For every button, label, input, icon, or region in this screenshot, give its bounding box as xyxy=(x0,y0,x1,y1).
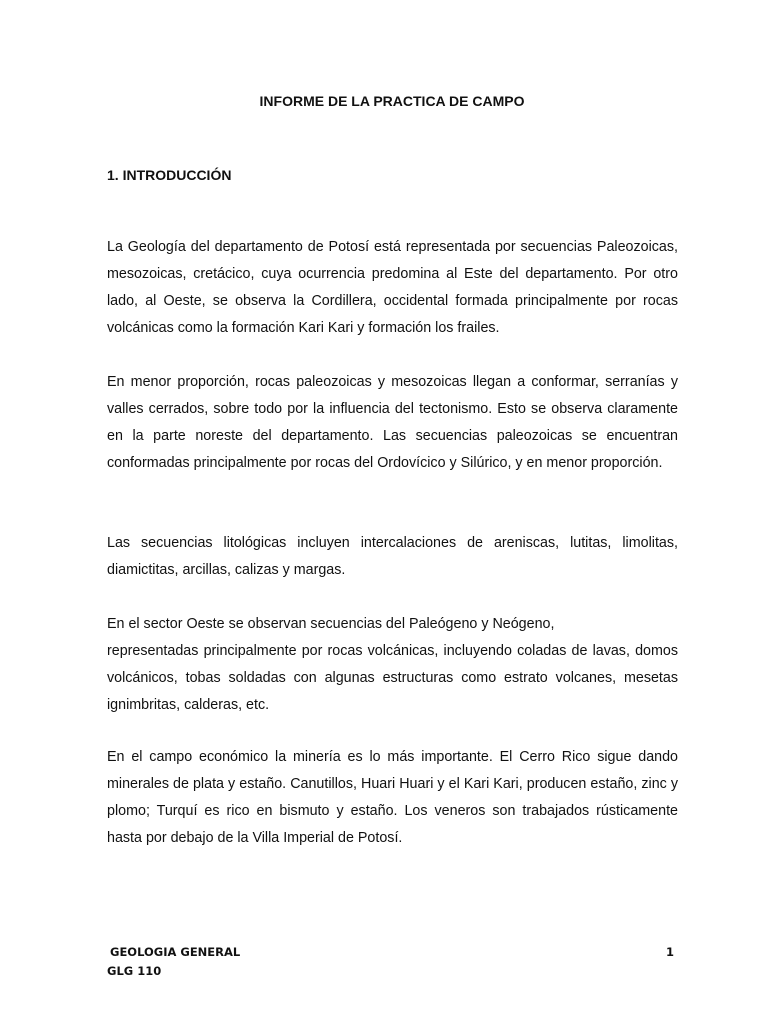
document-title: INFORME DE LA PRACTICA DE CAMPO xyxy=(259,93,525,109)
footer-course-name: GEOLOGIA GENERAL xyxy=(110,945,241,959)
west-sector-volcanic-text: representadas principalmente por rocas volcánicas, incluyendo coladas de lavas, domos volcánicos, tobas soldadas con algunas estructuras como estrato volcanes, mesetas ignimbritas, calderas, etc. xyxy=(107,643,678,713)
section-heading: 1. INTRODUCCIÓN xyxy=(107,167,232,183)
paragraph-paleozoic-sequences: En menor proporción, rocas paleozoicas y mesozoicas llegan a conformar, serranías y valles cerrados, sobre todo por la influencia del tectonismo. Esto se observa claramente en la parte noreste del departamento. Las secuencias paleozoicas se encuentran conformadas principalmente por rocas del Ordovícico y Silúrico, y en menor proporción. xyxy=(107,374,678,471)
footer-course-code: GLG 110 xyxy=(107,964,162,978)
footer-page-number: 1 xyxy=(666,945,675,959)
paragraph-economic-mining: En el campo económico la minería es lo más importante. El Cerro Rico sigue dando minerales de plata y estaño. Canutillos, Huari Huari y el Kari Kari, producen estaño, zinc y plomo; Turquí es rico en bismuto y estaño. Los veneros son trabajados rústicamente hasta por debajo de la Villa Imperial de Potosí. xyxy=(107,749,678,846)
paragraph-west-sector xyxy=(107,611,678,719)
west-sector-intro-line: En el sector Oeste se observan secuencias del Paleógeno y Neógeno, xyxy=(107,616,555,632)
paragraph-lithological-sequences: Las secuencias litológicas incluyen intercalaciones de areniscas, lutitas, limolitas, diamictitas, arcillas, calizas y margas. xyxy=(107,535,678,578)
paragraph-geology-overview: La Geología del departamento de Potosí está representada por secuencias Paleozoicas, mesozoicas, cretácico, cuya ocurrencia predomina al Este del departamento. Por otro lado, al Oeste, se observa la Cordillera, occidental formada principalmente por rocas volcánicas como la formación Kari Kari y formación los frailes. xyxy=(107,239,678,336)
